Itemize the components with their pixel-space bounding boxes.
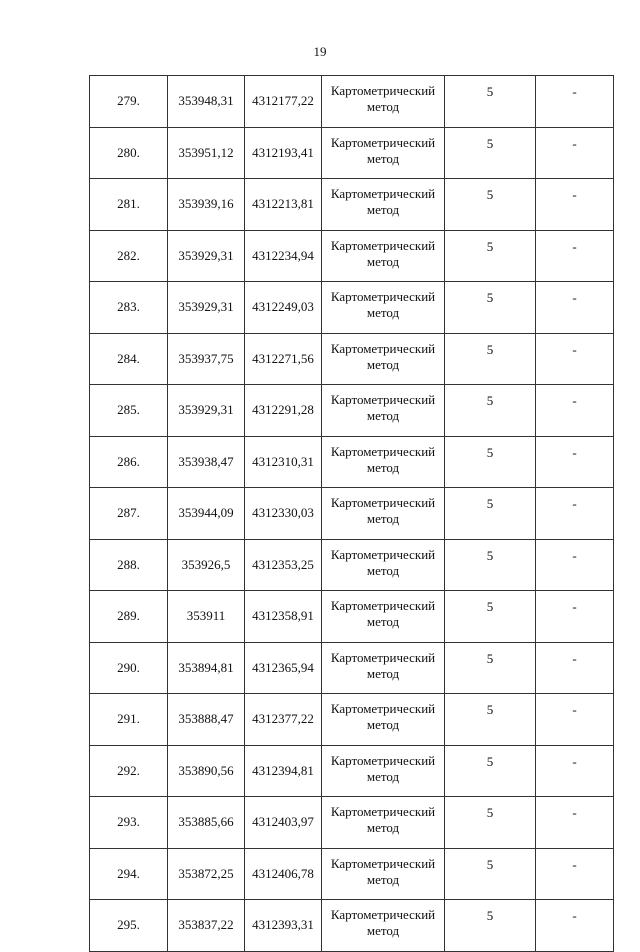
x-coordinate-cell: 353888,47 [168, 694, 245, 746]
method-line-1: Картометрический [330, 340, 436, 356]
method-line-1: Картометрический [330, 546, 436, 562]
method-cell [322, 694, 445, 746]
x-coordinate-cell: 353890,56 [168, 745, 245, 797]
accuracy-cell: 5 [445, 539, 536, 591]
note-cell: - [536, 848, 614, 900]
x-coordinate-cell: 353937,75 [168, 333, 245, 385]
method-line-2: метод [366, 923, 400, 938]
x-coordinate-cell: 353938,47 [168, 436, 245, 488]
method-cell [322, 745, 445, 797]
note-cell: - [536, 642, 614, 694]
point-number-cell: 291. [90, 694, 168, 746]
table-row [90, 76, 614, 128]
table-row [90, 333, 614, 385]
note-cell: - [536, 76, 614, 128]
table-row [90, 539, 614, 591]
method-line-2: метод [366, 99, 400, 114]
table-row [90, 436, 614, 488]
method-line-2: метод [366, 202, 400, 217]
note-cell: - [536, 179, 614, 231]
method-line-1: Картометрический [330, 186, 436, 201]
table-row [90, 282, 614, 334]
point-number-cell: 283. [90, 282, 168, 334]
x-coordinate-cell: 353929,31 [168, 230, 245, 282]
accuracy-cell: 5 [445, 230, 536, 282]
coordinates-table [89, 75, 614, 952]
note-cell: - [536, 385, 614, 437]
x-coordinate-cell: 353948,31 [168, 76, 245, 128]
method-line-1: Картометрический [330, 598, 436, 613]
point-number-cell: 289. [90, 591, 168, 643]
point-number-cell: 285. [90, 385, 168, 437]
y-coordinate-cell: 4312377,22 [245, 694, 322, 746]
accuracy-cell: 5 [445, 333, 536, 385]
point-number-cell: 292. [90, 745, 168, 797]
x-coordinate-cell: 353929,31 [168, 282, 245, 334]
table-row [90, 179, 614, 231]
method-line-1: Картометрический [330, 83, 436, 98]
table-row [90, 694, 614, 746]
method-line-1: Картометрический [330, 804, 436, 819]
accuracy-cell: 5 [445, 797, 536, 849]
table-row [90, 591, 614, 643]
x-coordinate-cell: 353885,66 [168, 797, 245, 849]
method-cell [322, 436, 445, 488]
method-line-1: Картометрический [330, 701, 436, 716]
note-cell: - [536, 745, 614, 797]
y-coordinate-cell: 4312358,91 [245, 591, 322, 643]
note-cell: - [536, 694, 614, 746]
note-cell: - [536, 591, 614, 643]
point-number-cell: 293. [90, 797, 168, 849]
point-number-cell: 280. [90, 127, 168, 179]
y-coordinate-cell: 4312193,41 [245, 127, 322, 179]
method-cell [322, 282, 445, 334]
accuracy-cell: 5 [445, 436, 536, 488]
accuracy-cell: 5 [445, 900, 536, 952]
method-line-2: метод [366, 562, 400, 578]
method-line-2: метод [366, 253, 400, 269]
table-row [90, 848, 614, 900]
y-coordinate-cell: 4312291,28 [245, 385, 322, 437]
y-coordinate-cell: 4312177,22 [245, 76, 322, 128]
point-number-cell: 290. [90, 642, 168, 694]
method-line-2: метод [366, 614, 400, 629]
method-line-1: Картометрический [330, 649, 436, 665]
table-row [90, 385, 614, 437]
accuracy-cell: 5 [445, 488, 536, 540]
coordinates-table-body [90, 76, 614, 952]
table-row [90, 642, 614, 694]
accuracy-cell: 5 [445, 179, 536, 231]
note-cell: - [536, 127, 614, 179]
x-coordinate-cell: 353837,22 [168, 900, 245, 952]
method-line-1: Картометрический [330, 289, 436, 304]
page-number: 19 [313, 44, 327, 59]
method-line-1: Картометрический [330, 495, 436, 510]
point-number-cell: 284. [90, 333, 168, 385]
accuracy-cell: 5 [445, 642, 536, 694]
method-cell [322, 230, 445, 282]
method-line-2: метод [366, 768, 400, 784]
method-cell [322, 539, 445, 591]
method-cell [322, 848, 445, 900]
accuracy-cell: 5 [445, 591, 536, 643]
point-number-cell: 295. [90, 900, 168, 952]
accuracy-cell: 5 [445, 745, 536, 797]
x-coordinate-cell: 353911 [168, 591, 245, 643]
note-cell: - [536, 436, 614, 488]
accuracy-cell: 5 [445, 385, 536, 437]
point-number-cell: 288. [90, 539, 168, 591]
y-coordinate-cell: 4312394,81 [245, 745, 322, 797]
point-number-cell: 282. [90, 230, 168, 282]
y-coordinate-cell: 4312353,25 [245, 539, 322, 591]
point-number-cell: 286. [90, 436, 168, 488]
point-number-cell: 294. [90, 848, 168, 900]
method-cell [322, 179, 445, 231]
y-coordinate-cell: 4312271,56 [245, 333, 322, 385]
x-coordinate-cell: 353926,5 [168, 539, 245, 591]
y-coordinate-cell: 4312234,94 [245, 230, 322, 282]
x-coordinate-cell: 353929,31 [168, 385, 245, 437]
method-cell [322, 591, 445, 643]
y-coordinate-cell: 4312393,31 [245, 900, 322, 952]
note-cell: - [536, 900, 614, 952]
table-row [90, 797, 614, 849]
point-number-cell: 281. [90, 179, 168, 231]
x-coordinate-cell: 353872,25 [168, 848, 245, 900]
note-cell: - [536, 488, 614, 540]
note-cell: - [536, 797, 614, 849]
method-cell [322, 385, 445, 437]
x-coordinate-cell: 353944,09 [168, 488, 245, 540]
y-coordinate-cell: 4312213,81 [245, 179, 322, 231]
method-line-2: метод [366, 356, 400, 372]
accuracy-cell: 5 [445, 694, 536, 746]
method-line-2: метод [366, 717, 400, 732]
table-row [90, 230, 614, 282]
method-line-1: Картометрический [330, 237, 436, 253]
y-coordinate-cell: 4312330,03 [245, 488, 322, 540]
note-cell: - [536, 230, 614, 282]
table-row [90, 745, 614, 797]
y-coordinate-cell: 4312365,94 [245, 642, 322, 694]
y-coordinate-cell: 4312310,31 [245, 436, 322, 488]
y-coordinate-cell: 4312249,03 [245, 282, 322, 334]
x-coordinate-cell: 353951,12 [168, 127, 245, 179]
table-row [90, 488, 614, 540]
method-line-1: Картометрический [330, 855, 436, 871]
accuracy-cell: 5 [445, 76, 536, 128]
x-coordinate-cell: 353939,16 [168, 179, 245, 231]
method-line-2: метод [366, 871, 400, 887]
method-line-1: Картометрический [330, 134, 436, 150]
note-cell: - [536, 539, 614, 591]
method-cell [322, 642, 445, 694]
method-cell [322, 333, 445, 385]
method-cell [322, 797, 445, 849]
x-coordinate-cell: 353894,81 [168, 642, 245, 694]
method-line-2: метод [366, 820, 400, 835]
method-line-1: Картометрический [330, 752, 436, 768]
note-cell: - [536, 282, 614, 334]
method-line-2: метод [366, 150, 400, 166]
method-line-1: Картометрический [330, 907, 436, 922]
method-cell [322, 76, 445, 128]
table-row [90, 127, 614, 179]
point-number-cell: 287. [90, 488, 168, 540]
y-coordinate-cell: 4312406,78 [245, 848, 322, 900]
method-line-2: метод [366, 305, 400, 320]
table-row [90, 900, 614, 952]
method-line-1: Картометрический [330, 392, 436, 407]
method-line-2: метод [366, 511, 400, 526]
y-coordinate-cell: 4312403,97 [245, 797, 322, 849]
method-line-2: метод [366, 665, 400, 681]
accuracy-cell: 5 [445, 282, 536, 334]
accuracy-cell: 5 [445, 127, 536, 179]
accuracy-cell: 5 [445, 848, 536, 900]
note-cell: - [536, 333, 614, 385]
method-cell [322, 900, 445, 952]
method-line-1: Картометрический [330, 443, 436, 459]
method-line-2: метод [366, 459, 400, 475]
method-cell [322, 488, 445, 540]
method-cell [322, 127, 445, 179]
point-number-cell: 279. [90, 76, 168, 128]
method-line-2: метод [366, 408, 400, 423]
